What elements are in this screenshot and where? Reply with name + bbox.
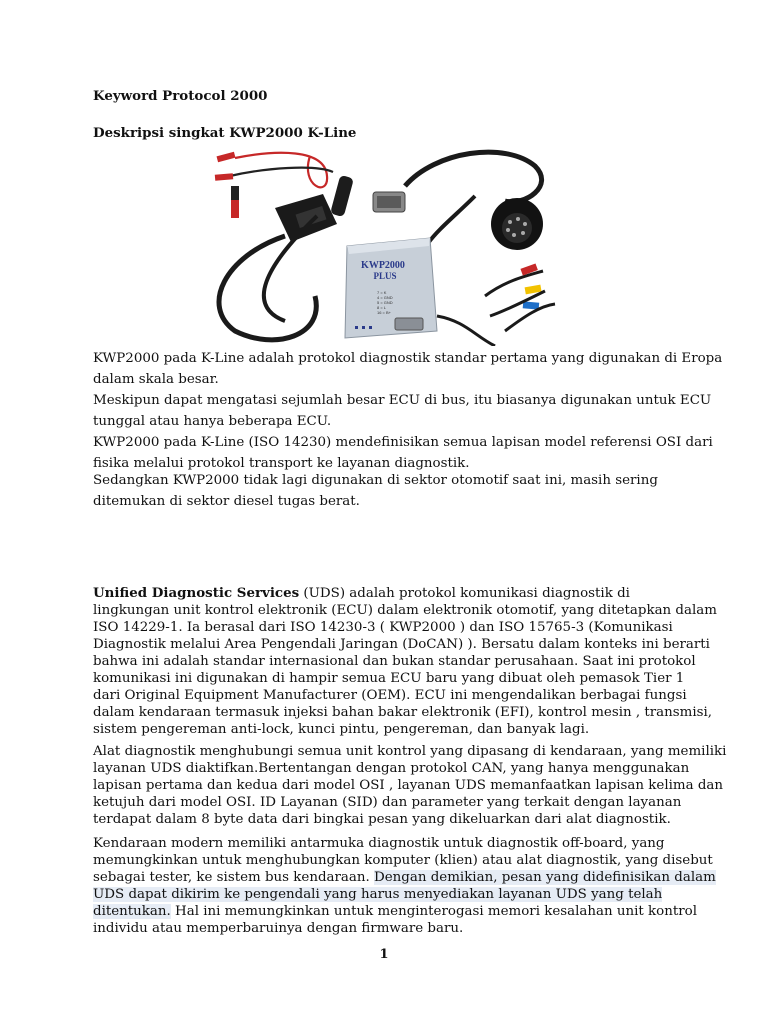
document-title: Keyword Protocol 2000 (93, 88, 268, 104)
kwp-paragraph-2-line-2: tunggal atau hanya beberapa ECU. (93, 414, 332, 429)
kwp-paragraph-3-line-1: KWP2000 pada K-Line (ISO 14230) mendefinisikan semua lapisan model referensi OSI dari (93, 435, 713, 450)
uds-paragraph-1-line-1 (93, 585, 630, 602)
uds-paragraph-1-line: komunikasi ini digunakan di hampir semua ECU baru yang dibuat oleh pemasok Tier 1 (93, 671, 685, 686)
pin-label: 8 = L (377, 305, 387, 310)
uds-paragraph-1-line: dalam kendaraan termasuk injeksi bahan bakar elektronik (EFI), kontrol mesin , transmisi, (93, 705, 713, 720)
uds-paragraph-1-line: dari Original Equipment Manufacturer (OEM). ECU ini mengendalikan berbagai fungsi (93, 688, 687, 703)
kwp-paragraph-2-line-1: Meskipun dapat mengatasi sejumlah besar ECU di bus, itu biasanya digunakan untuk ECU (93, 393, 712, 408)
uds-paragraph-3-line (93, 886, 662, 903)
highlighted-text: Dengan demikian, pesan yang didefinisikan dalam (374, 870, 716, 885)
plain-text: Hal ini memungkinkan untuk menginterogasi memori kesalahan unit kontrol (170, 904, 697, 919)
uds-paragraph-2-line: ketujuh dari model OSI. ID Layanan (SID) dan parameter yang terkait dengan layanan (93, 795, 682, 810)
kwp2000-device-photo (205, 146, 560, 346)
uds-paragraph-2-line: lapisan pertama dan kedua dari model OSI , layanan UDS memanfaatkan lapisan kelima dan (93, 778, 724, 793)
uds-paragraph-1-line: lingkungan unit kontrol elektronik (ECU) dalam elektronik otomotif, yang ditetapkan dalam (93, 603, 717, 618)
uds-paragraph-3-line (93, 869, 716, 886)
uds-paragraph-1-line: ISO 14229-1. Ia berasal dari ISO 14230-3 ( KWP2000 ) dan ISO 15765-3 (Komunikasi (93, 620, 673, 635)
uds-term: Unified Diagnostic Services (93, 585, 300, 601)
uds-paragraph-2-line: layanan UDS diaktifkan.Bertentangan dengan protokol CAN, yang hanya menggunakan (93, 761, 690, 776)
uds-paragraph-3-line: individu atau memperbaruinya dengan firmware baru. (93, 921, 464, 936)
uds-paragraph-1-line: bahwa ini adalah standar internasional dan bukan standar perusahaan. Saat ini protokol (93, 654, 696, 669)
uds-paragraph-2-line: Alat diagnostik menghubungi semua unit kontrol yang dipasang di kendaraan, yang memiliki (93, 744, 727, 759)
pin-label: 7 = K (377, 290, 387, 295)
kwp-paragraph-4-line-1: Sedangkan KWP2000 tidak lagi digunakan di sektor otomotif saat ini, masih sering (93, 473, 658, 488)
document-subtitle: Deskripsi singkat KWP2000 K-Line (93, 125, 357, 141)
kwp-paragraph-3-line-2: fisika melalui protokol transport ke layanan diagnostik. (93, 456, 470, 471)
uds-line-text: (UDS) adalah protokol komunikasi diagnostik di (299, 586, 630, 601)
highlighted-text: UDS dapat dikirim ke pengendali yang harus menyediakan layanan UDS yang telah (93, 887, 663, 902)
highlighted-text: ditentukan. (93, 904, 171, 919)
device-label-1: KWP2000 (361, 260, 405, 271)
pin-label: 4 = GND (377, 295, 393, 300)
pin-label: 16 = B+ (377, 310, 392, 315)
kwp-paragraph-1-line-2: dalam skala besar. (93, 372, 219, 387)
uds-paragraph-3-line (93, 903, 697, 920)
plain-text: sebagai tester, ke sistem bus kendaraan. (93, 870, 374, 885)
uds-paragraph-3-line: Kendaraan modern memiliki antarmuka diagnostik untuk diagnostik off-board, yang (93, 836, 665, 851)
kwp-paragraph-4-line-2: ditemukan di sektor diesel tugas berat. (93, 494, 360, 509)
kwp-paragraph-1-line-1: KWP2000 pada K-Line adalah protokol diagnostik standar pertama yang digunakan di Eropa (93, 351, 723, 366)
uds-paragraph-1-line: sistem pengereman anti-lock, kunci pintu, pengereman, dan banyak lagi. (93, 722, 590, 737)
pin-label: 5 = GND (377, 300, 393, 305)
device-label-2: PLUS (373, 271, 397, 281)
uds-paragraph-2-line: terdapat dalam 8 byte data dari bingkai pesan yang dikeluarkan dari alat diagnostik. (93, 812, 671, 827)
uds-paragraph-1-line: Diagnostik melalui Area Pengendali Jaringan (DoCAN) ). Bersatu dalam konteks ini berarti (93, 637, 710, 652)
page-number: 1 (379, 947, 389, 962)
uds-paragraph-3-line: memungkinkan untuk menghubungkan komputer (klien) atau alat diagnostik, yang disebut (93, 853, 713, 868)
